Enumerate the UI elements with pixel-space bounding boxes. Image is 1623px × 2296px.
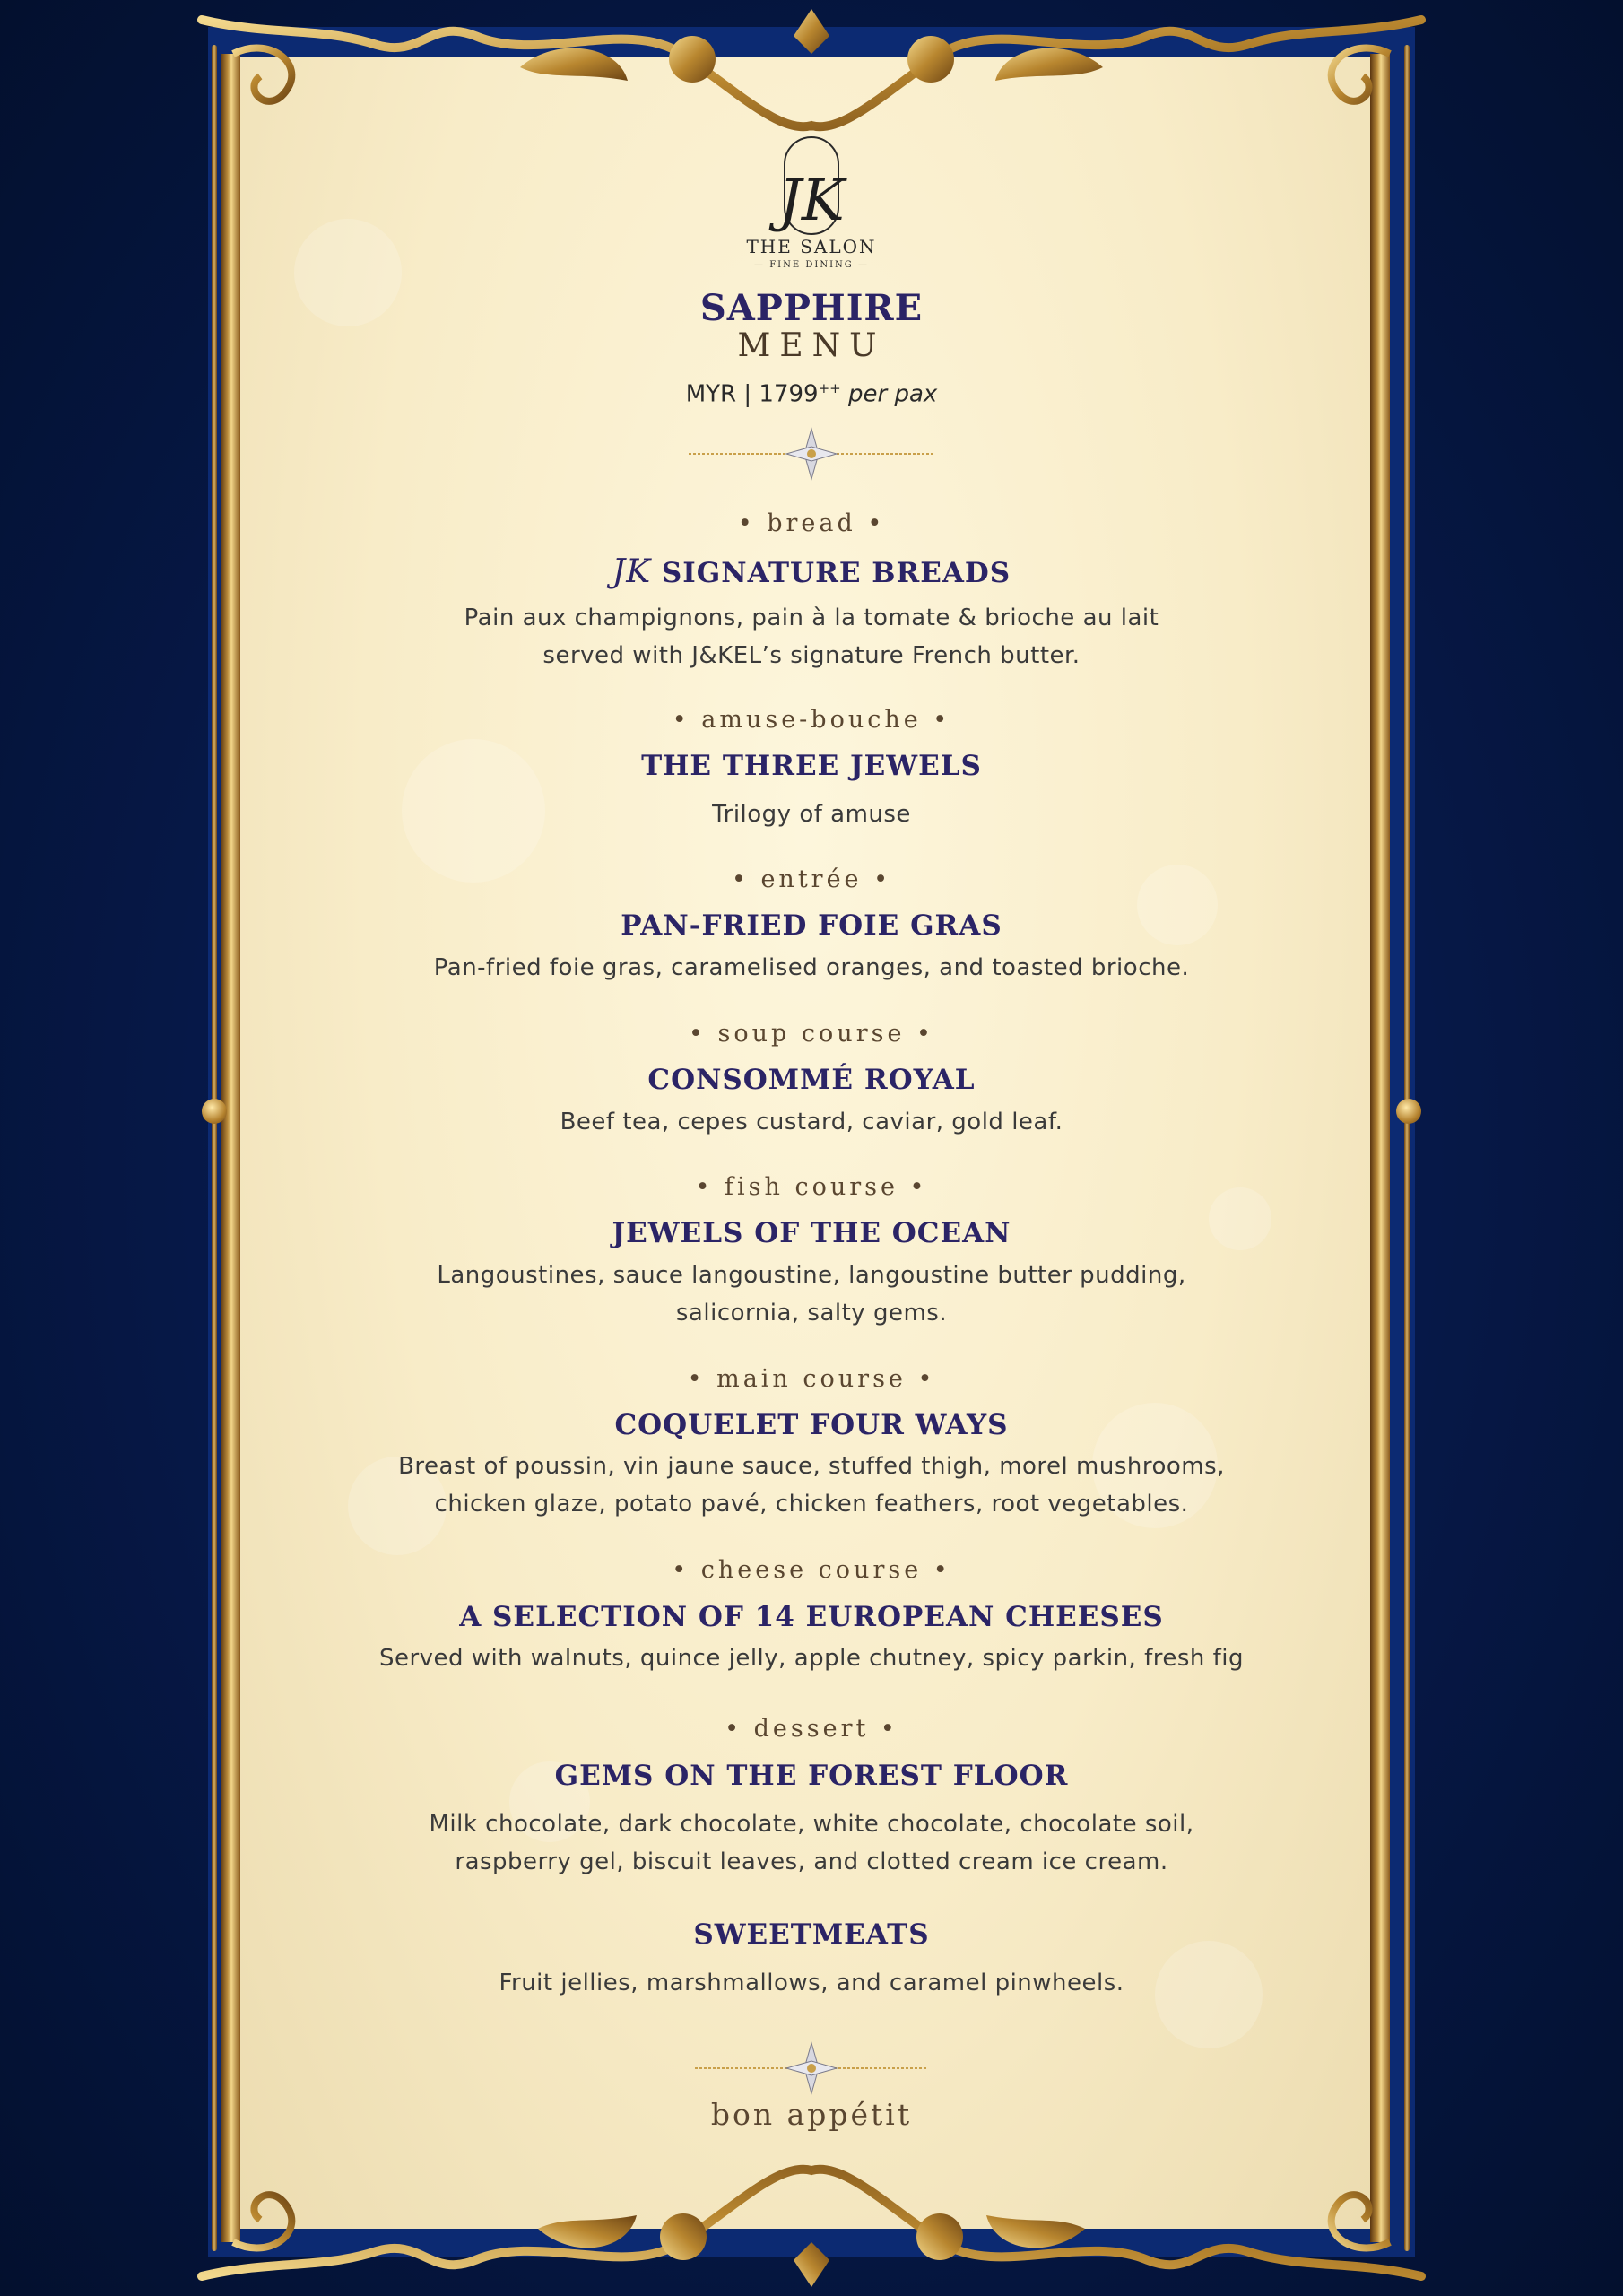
course-label-main: • main course • xyxy=(687,1365,936,1393)
dish-sweetmeats: SWEETMEATS xyxy=(693,1918,930,1951)
brand-name: THE SALON xyxy=(746,236,877,257)
menu-price: MYR | 1799++ per pax xyxy=(685,380,938,408)
diamond-divider-top xyxy=(0,427,1623,481)
diamond-divider-bottom xyxy=(0,2041,1623,2095)
dish-description-amuse: Trilogy of amuse xyxy=(712,801,911,828)
dish-forest-floor: GEMS ON THE FOREST FLOOR xyxy=(554,1760,1069,1792)
dish-coquelet: COQUELET FOUR WAYS xyxy=(614,1409,1009,1441)
course-label-dessert: • dessert • xyxy=(725,1715,898,1743)
dish-description-soup: Beef tea, cepes custard, caviar, gold leaf. xyxy=(560,1109,1063,1135)
svg-text:JK: JK xyxy=(778,168,845,234)
dish-three-jewels: THE THREE JEWELS xyxy=(641,750,982,782)
closing-greeting: bon appétit xyxy=(710,2097,913,2132)
dish-description-breads: Pain aux champignons, pain à la tomate & brioche au lait served with J&KEL’s signature French butter. xyxy=(464,604,1159,669)
dish-description-main: Breast of poussin, vin jaune sauce, stuffed thigh, morel mushrooms, chicken glaze, potato pavé, chicken feathers, root vegetables. xyxy=(398,1453,1225,1518)
menu-title: SAPPHIRE xyxy=(699,287,924,329)
course-label-soup: • soup course • xyxy=(689,1020,934,1048)
dish-european-cheeses: A SELECTION OF 14 EUROPEAN CHEESES xyxy=(459,1601,1164,1633)
menu-subtitle: MENU xyxy=(737,327,886,364)
course-label-bread: • bread • xyxy=(737,509,886,537)
dish-description-cheese: Served with walnuts, quince jelly, apple chutney, spicy parkin, fresh fig xyxy=(378,1645,1245,1672)
jk-mini-monogram-icon: JK xyxy=(612,553,652,590)
bottom-scroll-ornament xyxy=(0,2144,1623,2296)
dish-description-fish: Langoustines, sauce langoustine, langoustine butter pudding, salicornia, salty gems. xyxy=(437,1262,1186,1326)
dish-description-entree: Pan-fried foie gras, caramelised oranges, and toasted brioche. xyxy=(433,954,1190,981)
brand-tagline: — FINE DINING — xyxy=(754,260,869,270)
dish-consomme-royal: CONSOMMÉ ROYAL xyxy=(647,1064,976,1096)
course-label-amuse: • amuse-bouche • xyxy=(672,706,951,734)
dish-jewels-of-ocean: JEWELS OF THE OCEAN xyxy=(612,1217,1011,1249)
dish-signature-breads: JK SIGNATURE BREADS xyxy=(612,553,1011,590)
dish-foie-gras: PAN-FRIED FOIE GRAS xyxy=(621,909,1002,942)
course-label-cheese: • cheese course • xyxy=(672,1556,951,1584)
dish-description-sweetmeats: Fruit jellies, marshmallows, and caramel pinwheels. xyxy=(499,1970,1124,1996)
course-label-fish: • fish course • xyxy=(695,1173,928,1201)
course-label-entree: • entrée • xyxy=(731,865,892,893)
dish-description-dessert: Milk chocolate, dark chocolate, white chocolate, chocolate soil, raspberry gel, biscuit leaves, and clotted cream ice cream. xyxy=(429,1811,1194,1875)
